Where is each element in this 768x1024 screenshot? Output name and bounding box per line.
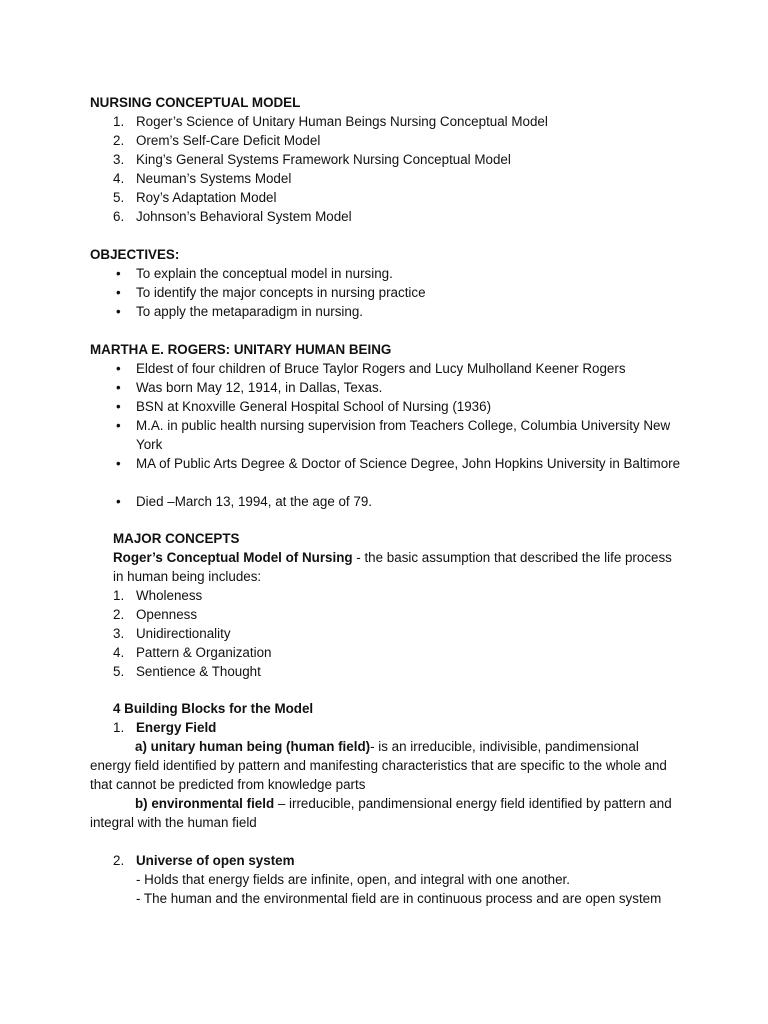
environmental-field-paragraph: b) environmental field – irreducible, pandimensional energy field identified by pattern and integral with the human field bbox=[90, 796, 672, 830]
universe-open-system-section bbox=[113, 851, 713, 908]
list-item: 3. Unidirectionality bbox=[113, 626, 231, 641]
bullet-icon: • bbox=[116, 399, 121, 414]
list-item: • MA of Public Arts Degree & Doctor of Science Degree, John Hopkins University in Baltimore bbox=[116, 456, 681, 471]
bullet-icon: • bbox=[116, 456, 121, 471]
major-concepts-lead: Roger’s Conceptual Model of Nursing - the basic assumption that described the life process in human being includes: bbox=[113, 550, 672, 584]
list-item: • Eldest of four children of Bruce Taylor Rogers and Lucy Mulholland Keener Rogers bbox=[116, 361, 626, 376]
list-item: • To identify the major concepts in nursing practice bbox=[116, 285, 426, 300]
list-item: • M.A. in public health nursing supervision from Teachers College, Columbia University New York bbox=[116, 418, 671, 452]
list-item: 1. Wholeness bbox=[113, 588, 203, 603]
list-item: • Was born May 12, 1914, in Dallas, Texas. bbox=[116, 380, 383, 395]
list-item: 2. Orem’s Self-Care Deficit Model bbox=[113, 133, 321, 148]
list-item: • To explain the conceptual model in nursing. bbox=[116, 266, 393, 281]
section-title: MAJOR CONCEPTS bbox=[113, 531, 240, 546]
section-title: MARTHA E. ROGERS: UNITARY HUMAN BEING bbox=[90, 342, 392, 357]
list-item: 6. Johnson’s Behavioral System Model bbox=[113, 209, 352, 224]
rogers-section bbox=[90, 340, 690, 511]
section-title: OBJECTIVES: bbox=[90, 247, 180, 262]
list-item: 5. Roy’s Adaptation Model bbox=[113, 190, 277, 205]
list-item: 1. Roger’s Science of Unitary Human Beings Nursing Conceptual Model bbox=[113, 114, 548, 129]
list-item: • To apply the metaparadigm in nursing. bbox=[116, 304, 364, 319]
bullet-icon: • bbox=[116, 285, 121, 300]
section-title: NURSING CONCEPTUAL MODEL bbox=[90, 95, 301, 110]
bullet-icon: • bbox=[116, 266, 121, 281]
list-item: 5. Sentience & Thought bbox=[113, 664, 261, 679]
building-blocks-header bbox=[113, 699, 683, 737]
list-item: • BSN at Knoxville General Hospital School of Nursing (1936) bbox=[116, 399, 492, 414]
bullet-icon: • bbox=[116, 304, 121, 319]
bullet-icon: • bbox=[116, 380, 121, 395]
list-item: 3. King’s General Systems Framework Nursing Conceptual Model bbox=[113, 152, 511, 167]
nursing-conceptual-model-section bbox=[90, 93, 690, 226]
list-item: 4. Neuman’s Systems Model bbox=[113, 171, 292, 186]
list-item: • Died –March 13, 1994, at the age of 79. bbox=[116, 494, 372, 509]
section-title: 4 Building Blocks for the Model bbox=[113, 701, 314, 716]
bullet-icon: • bbox=[116, 494, 121, 509]
list-item-energy-field: 1. Energy Field bbox=[113, 720, 217, 735]
unitary-human-being-paragraph: a) unitary human being (human field)- is an irreducible, indivisible, pandimensional energy field identified by pattern and manifesting characteristics that are specific to the whole and that cannot be predicted from knowledge parts bbox=[90, 739, 667, 792]
bullet-icon: • bbox=[116, 418, 121, 433]
major-concepts-section bbox=[113, 529, 683, 681]
list-item-universe-open-system: 2. Universe of open system bbox=[113, 853, 295, 868]
bullet-icon: • bbox=[116, 361, 121, 376]
list-item: 4. Pattern & Organization bbox=[113, 645, 272, 660]
objectives-section bbox=[90, 245, 690, 321]
list-item: 2. Openness bbox=[113, 607, 198, 622]
list-item: - The human and the environmental field are in continuous process and are open system bbox=[136, 891, 662, 906]
list-item: - Holds that energy fields are infinite, open, and integral with one another. bbox=[136, 872, 570, 887]
